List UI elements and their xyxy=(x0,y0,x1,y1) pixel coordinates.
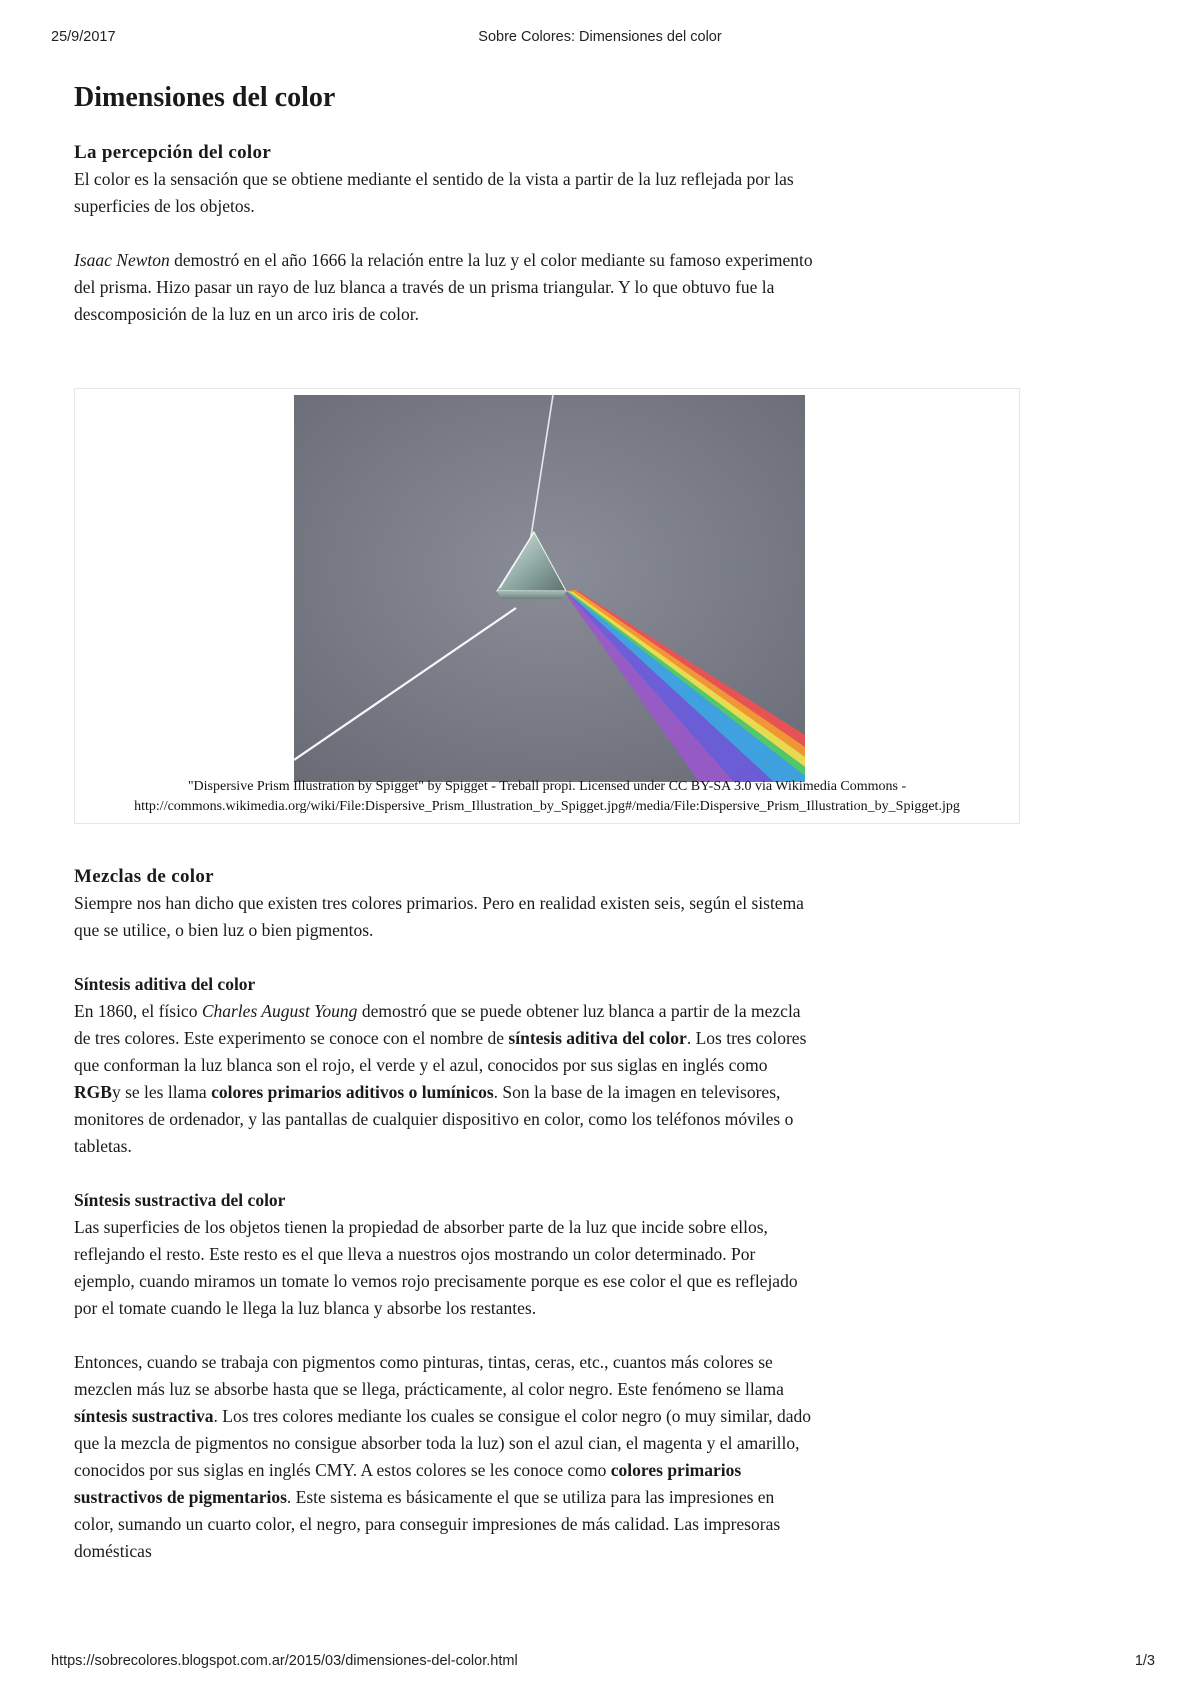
subtractive-text-2: . Los tres colores mediante los cuales se consigue el color negro (o muy similar, dado que la mezcla de pigmentos no consigue absorber toda la luz) son el azul cian, el magenta y el amarillo, conocidos por sus siglas en inglés CMY. A estos colores se les conoce como xyxy=(74,1406,812,1480)
subheading-subtractive: Síntesis sustractiva del color xyxy=(74,1190,286,1210)
paragraph-color-definition: El color es la sensación que se obtiene mediante el sentido de la vista a partir de la luz reflejada por las superficies de los objetos. xyxy=(74,169,794,216)
prism-figure xyxy=(74,388,1020,824)
dispersive-prism-image xyxy=(294,395,805,782)
paragraph-mixing-intro: Siempre nos han dicho que existen tres colores primarios. Pero en realidad existen seis, según el sistema que se utilice, o bien luz o bien pigmentos. xyxy=(74,893,804,940)
print-source-url: https://sobrecolores.blogspot.com.ar/2015/03/dimensiones-del-color.html xyxy=(51,1653,518,1669)
print-page-number: 1/3 xyxy=(1134,1653,1155,1669)
paragraph-subtractive-2 xyxy=(74,1349,814,1565)
prism-base xyxy=(497,591,566,599)
term-subtractive-synthesis: síntesis sustractiva xyxy=(74,1406,214,1426)
print-page-title: Sobre Colores: Dimensiones del color xyxy=(478,29,722,45)
term-rgb: RGB xyxy=(74,1082,112,1102)
subheading-additive: Síntesis aditiva del color xyxy=(74,974,256,994)
print-date: 25/9/2017 xyxy=(51,29,116,45)
additive-text-2: demostró que se puede obtener luz blanca a partir de la mezcla de tres colores. Este experimento se conoce con el nombre de xyxy=(74,1001,801,1048)
term-subtractive-primaries: colores primarios sustractivos de pigmentarios xyxy=(74,1460,742,1507)
term-additive-synthesis: síntesis aditiva del color xyxy=(508,1028,687,1048)
section-heading-mixing: Mezclas de color xyxy=(74,866,214,887)
newton-name: Isaac Newton xyxy=(74,250,170,270)
additive-text-1: En 1860, el físico xyxy=(74,1001,202,1021)
paragraph-additive xyxy=(74,998,814,1160)
post-title: Dimensiones del color xyxy=(74,82,336,113)
caption-source-url: http://commons.wikimedia.org/wiki/File:Dispersive_Prism_Illustration_by_Spigget.jpg#/media/File:Dispersive_Prism_Illustration_by_Spigget.jpg xyxy=(134,799,960,814)
paragraph-subtractive-1: Las superficies de los objetos tienen la propiedad de absorber parte de la luz que incide sobre ellos, reflejando el resto. Este resto es el que lleva a nuestros ojos mostrando un color determinado. Por ejemplo, cuando miramos un tomate lo vemos rojo precisamente porque es ese color el que es reflejado por el tomate cuando le llega la luz blanca y absorbe los restantes. xyxy=(74,1217,798,1318)
subtractive-text-1: Entonces, cuando se trabaja con pigmentos como pinturas, tintas, ceras, etc., cuantos más colores se mezclen más luz se absorbe hasta que se llega, prácticamente, al color negro. Este fenómeno se llama xyxy=(74,1352,784,1399)
additive-text-3: . Los tres colores que conforman la luz blanca son el rojo, el verde y el azul, conocidos por sus siglas en inglés como xyxy=(74,1028,807,1075)
post-body xyxy=(74,78,1034,328)
subtractive-text-3: . Este sistema es básicamente el que se utiliza para las impresiones en color, sumando un cuarto color, el negro, para conseguir impresiones de más calidad. Las impresoras domésticas xyxy=(74,1487,781,1561)
section-heading-perception: La percepción del color xyxy=(74,142,272,163)
figure-caption xyxy=(75,777,1019,817)
section-color-mixing xyxy=(74,863,1034,1565)
newton-text: demostró en el año 1666 la relación entre la luz y el color mediante su famoso experimento del prisma. Hizo pasar un rayo de luz blanca a través de un prisma triangular. Y lo que obtuvo fue la descomposición de la luz en un arco iris de color. xyxy=(74,250,813,324)
paragraph-newton xyxy=(74,247,814,328)
term-additive-primaries: colores primarios aditivos o lumínicos xyxy=(211,1082,494,1102)
young-name: Charles August Young xyxy=(201,1001,358,1021)
additive-text-4: y se les llama xyxy=(111,1082,212,1102)
caption-attribution: "Dispersive Prism Illustration by Spigget" by Spigget - Treball propi. Licensed under CC BY-SA 3.0 via Wikimedia Commons - xyxy=(187,779,907,794)
additive-text-5: . Son la base de la imagen en televisores, monitores de ordenador, y las pantallas de cualquier dispositivo en color, como los teléfonos móviles o tabletas. xyxy=(74,1082,794,1156)
